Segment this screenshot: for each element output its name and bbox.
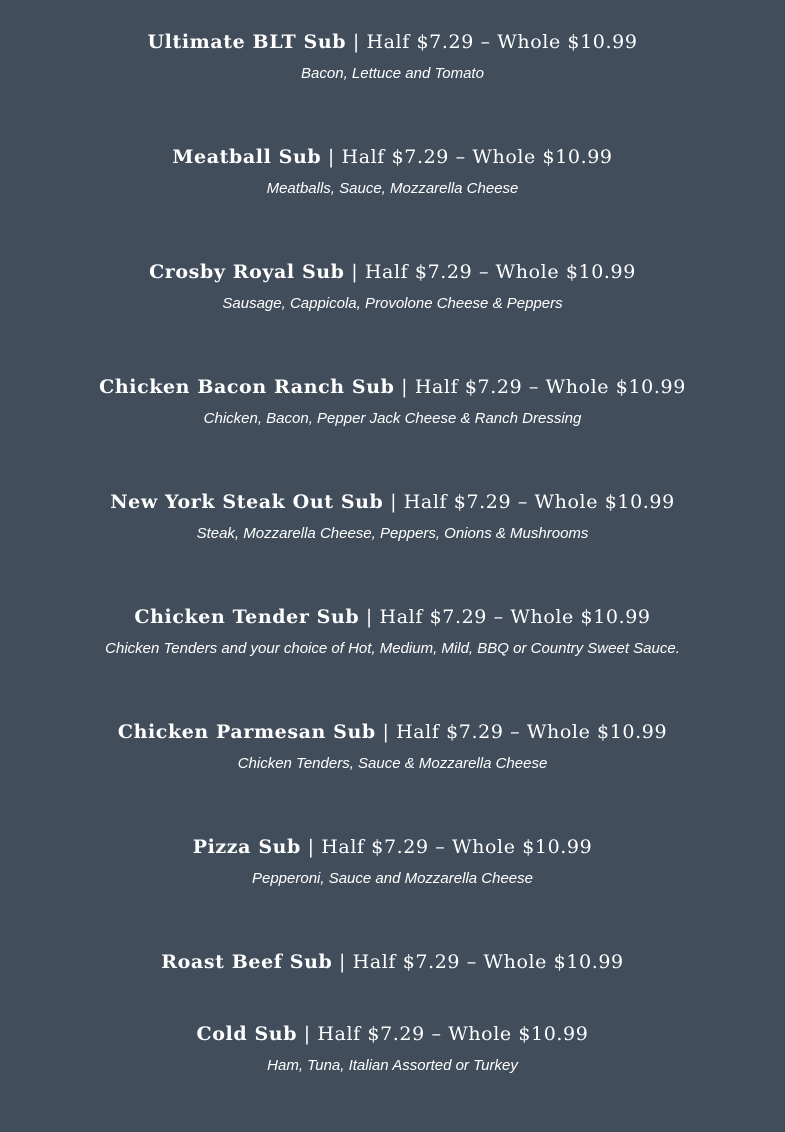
menu-item-pizza-sub <box>0 835 785 889</box>
menu-item-name: Roast Beef Sub <box>161 951 333 973</box>
menu-item-chicken-bacon-ranch-sub <box>0 375 785 429</box>
menu-item-cold-sub <box>0 1022 785 1076</box>
menu-item-price: | Half $7.29 – Whole $10.99 <box>352 31 638 53</box>
menu-item-description: Ham, Tuna, Italian Assorted or Turkey <box>267 1057 518 1074</box>
menu-item-price: | Half $7.29 – Whole $10.99 <box>307 836 593 858</box>
menu-item-name: Cold Sub <box>196 1023 298 1045</box>
menu-item-new-york-steak-out-sub <box>0 490 785 544</box>
menu-item-title <box>0 950 785 974</box>
menu-item-price: | Half $7.29 – Whole $10.99 <box>401 376 686 398</box>
menu-item-description: Meatballs, Sauce, Mozzarella Cheese <box>266 180 519 197</box>
menu-item-title <box>0 605 785 629</box>
menu-item-name: Chicken Bacon Ranch Sub <box>99 376 395 398</box>
menu-item-title <box>0 720 785 744</box>
menu-item-description: Chicken Tenders, Sauce & Mozzarella Cheese <box>237 755 548 772</box>
menu-item-description: Pepperoni, Sauce and Mozzarella Cheese <box>251 870 533 887</box>
menu-item-title <box>0 490 785 514</box>
menu-item-description: Chicken Tenders and your choice of Hot, Medium, Mild, BBQ or Country Sweet Sauce. <box>105 640 680 657</box>
menu-item-price: | Half $7.29 – Whole $10.99 <box>390 491 675 513</box>
menu-item-title <box>0 30 785 54</box>
menu-item-chicken-tender-sub <box>0 605 785 659</box>
menu-item-roast-beef-sub <box>0 950 785 974</box>
menu-item-title <box>0 375 785 399</box>
menu-item-name: Crosby Royal Sub <box>149 261 345 283</box>
menu-item-price: | Half $7.29 – Whole $10.99 <box>351 261 636 283</box>
menu-item-meatball-sub <box>0 145 785 199</box>
menu-item-title <box>0 260 785 284</box>
menu-item-title <box>0 835 785 859</box>
menu-item-description: Chicken, Bacon, Pepper Jack Cheese & Ranch Dressing <box>203 410 582 427</box>
menu-item-name: New York Steak Out Sub <box>110 491 384 513</box>
menu-item-name: Ultimate BLT Sub <box>147 31 347 53</box>
menu-item-title <box>0 1022 785 1046</box>
menu-item-price: | Half $7.29 – Whole $10.99 <box>365 606 651 628</box>
menu-item-price: | Half $7.29 – Whole $10.99 <box>303 1023 589 1045</box>
menu-item-chicken-parmesan-sub <box>0 720 785 774</box>
menu-item-name: Pizza Sub <box>192 836 301 858</box>
menu-item-crosby-royal-sub <box>0 260 785 314</box>
menu-item-description: Steak, Mozzarella Cheese, Peppers, Onions & Mushrooms <box>196 525 589 542</box>
menu-item-name: Chicken Parmesan Sub <box>117 721 376 743</box>
menu-item-description: Sausage, Cappicola, Provolone Cheese & Peppers <box>222 295 563 312</box>
menu-item-name: Meatball Sub <box>172 146 322 168</box>
menu-item-price: | Half $7.29 – Whole $10.99 <box>327 146 613 168</box>
menu-item-price: | Half $7.29 – Whole $10.99 <box>382 721 668 743</box>
menu-item-title <box>0 145 785 169</box>
menu-item-price: | Half $7.29 – Whole $10.99 <box>339 951 624 973</box>
menu-item-ultimate-blt-sub <box>0 30 785 84</box>
menu-item-name: Chicken Tender Sub <box>134 606 360 628</box>
menu-item-description: Bacon, Lettuce and Tomato <box>301 65 484 82</box>
